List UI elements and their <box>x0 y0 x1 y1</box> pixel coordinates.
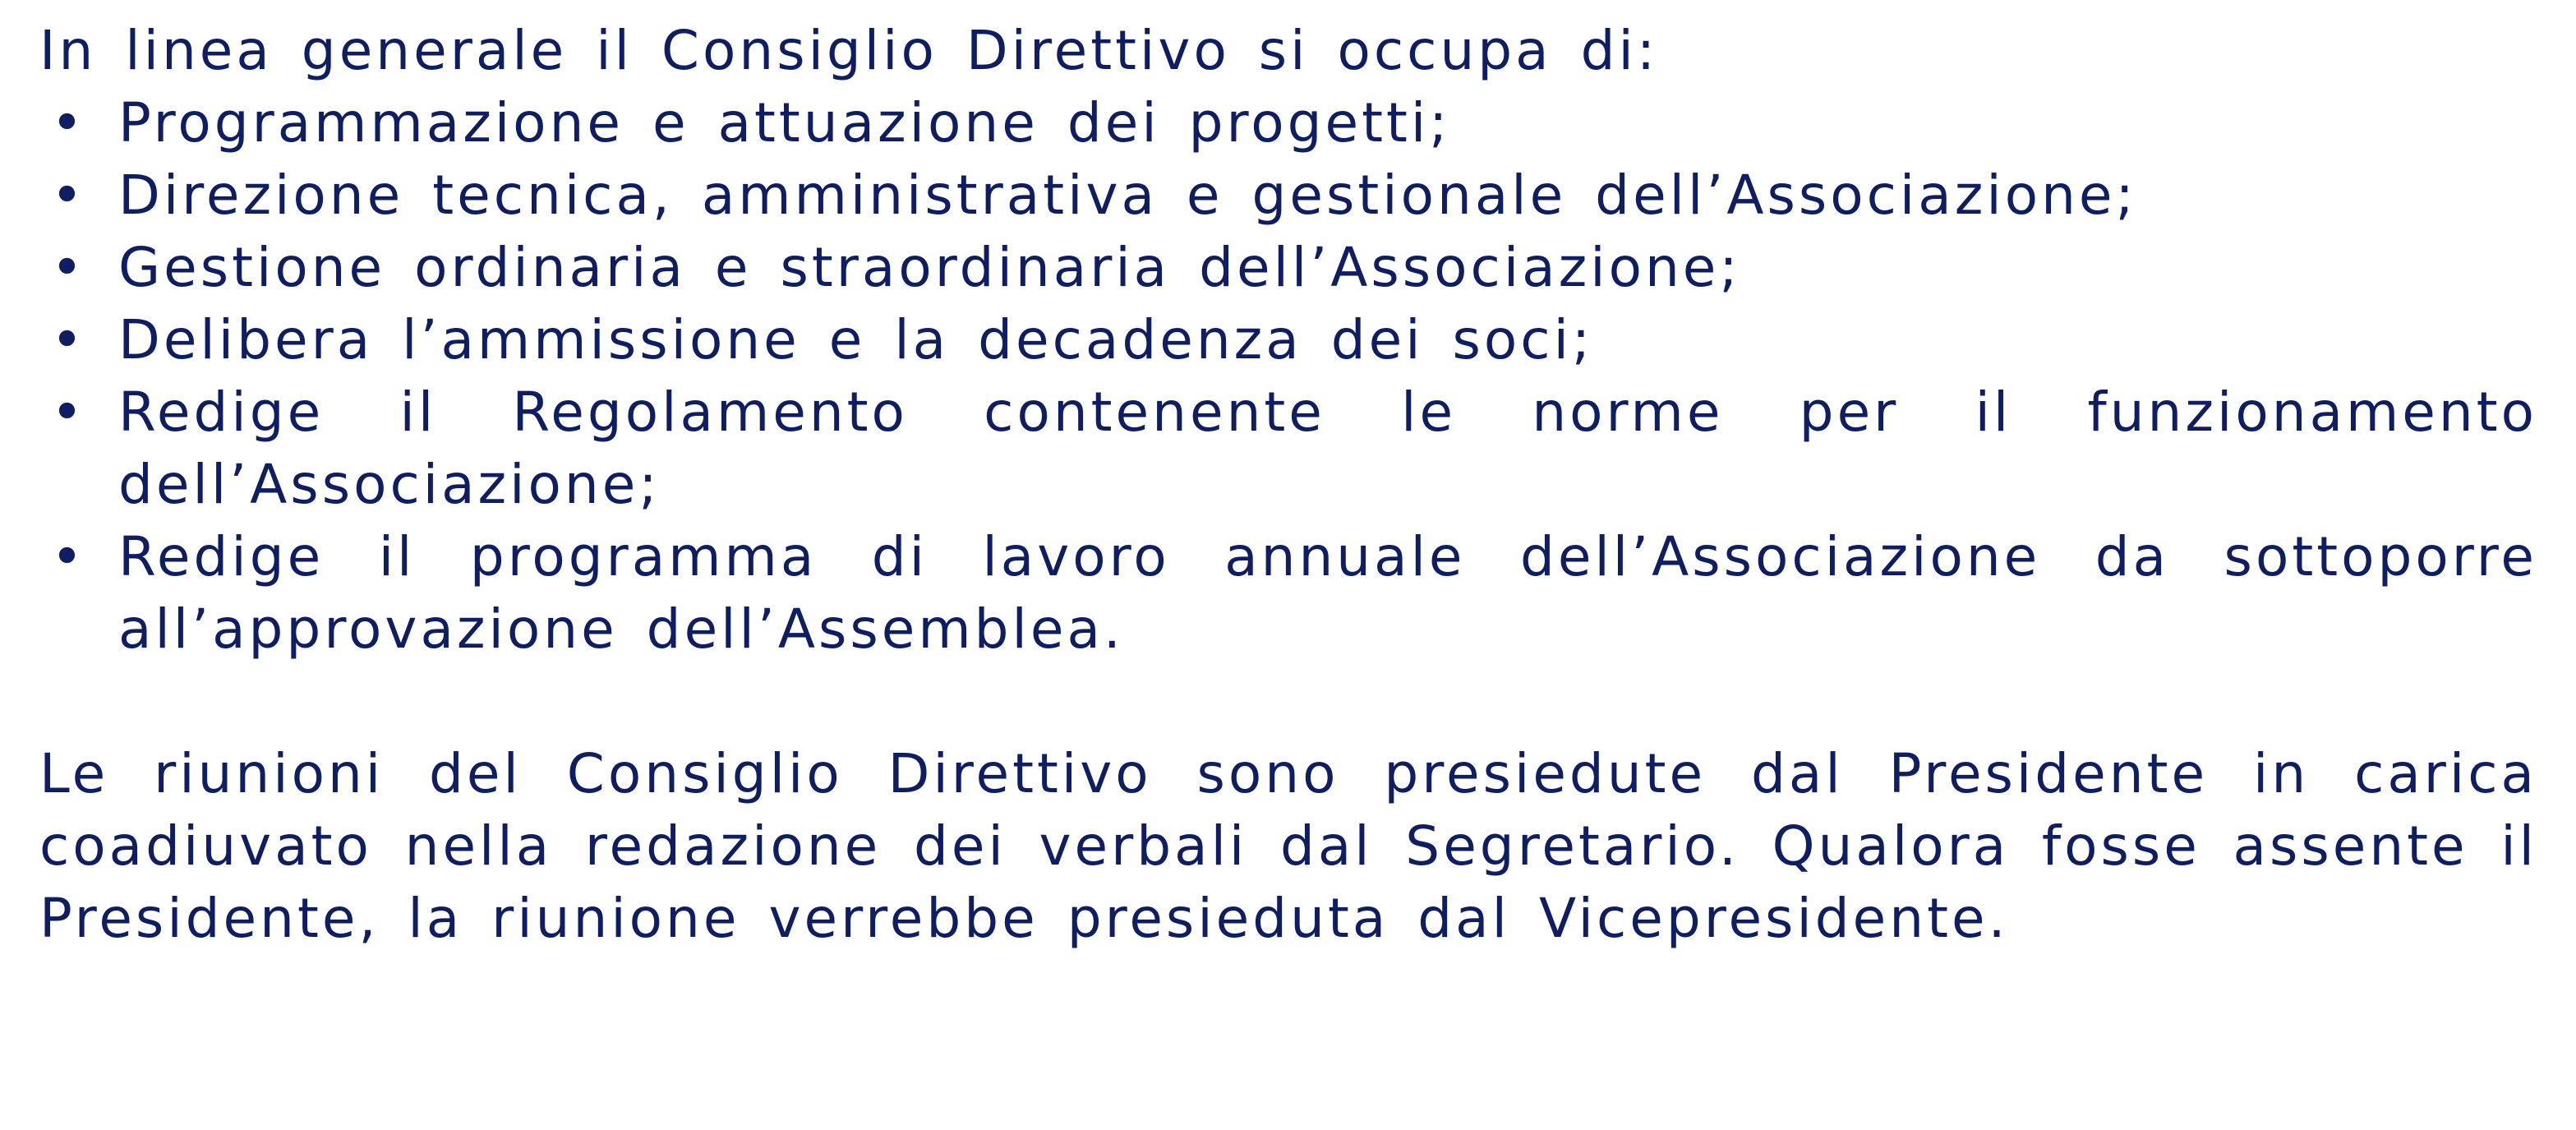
intro-line: In linea generale il Consiglio Direttivo si occupa di: <box>39 19 1659 82</box>
list-item-text: Programmazione e attuazione dei progetti; <box>118 91 1451 155</box>
list-item <box>39 87 2537 159</box>
bullet-icon: • <box>51 164 83 227</box>
bullet-icon: • <box>51 91 83 155</box>
bullet-icon: • <box>51 525 83 588</box>
list-item-text: Redige il programma di lavoro annuale dell’Associazione da sottoporre all’approvazione dell’Assemblea. <box>118 525 2537 661</box>
list-item-text: Redige il Regolamento contenente le norme per il funzionamento dell’Associazione; <box>118 381 2537 516</box>
document-body <box>39 15 2537 955</box>
closing-paragraph: Le riunioni del Consiglio Direttivo sono presiedute dal Presidente in carica coadiuvato nella redazione dei verbali dal Segretario. Qualora fosse assente il Presidente, la riunione verrebbe presieduta dal Vicepresidente. <box>39 742 2537 950</box>
list-item-text: Gestione ordinaria e straordinaria dell’Associazione; <box>118 236 1741 299</box>
list-item <box>39 232 2537 304</box>
list-item-text: Delibera l’ammissione e la decadenza dei soci; <box>118 308 1594 371</box>
list-item <box>39 159 2537 232</box>
list-item <box>39 304 2537 376</box>
list-item <box>39 521 2537 666</box>
bullet-icon: • <box>51 236 83 299</box>
bullet-icon: • <box>51 381 83 444</box>
bullet-icon: • <box>51 308 83 371</box>
duties-list <box>39 87 2537 666</box>
list-item <box>39 376 2537 521</box>
list-item-text: Direzione tecnica, amministrativa e gestionale dell’Associazione; <box>118 164 2137 227</box>
